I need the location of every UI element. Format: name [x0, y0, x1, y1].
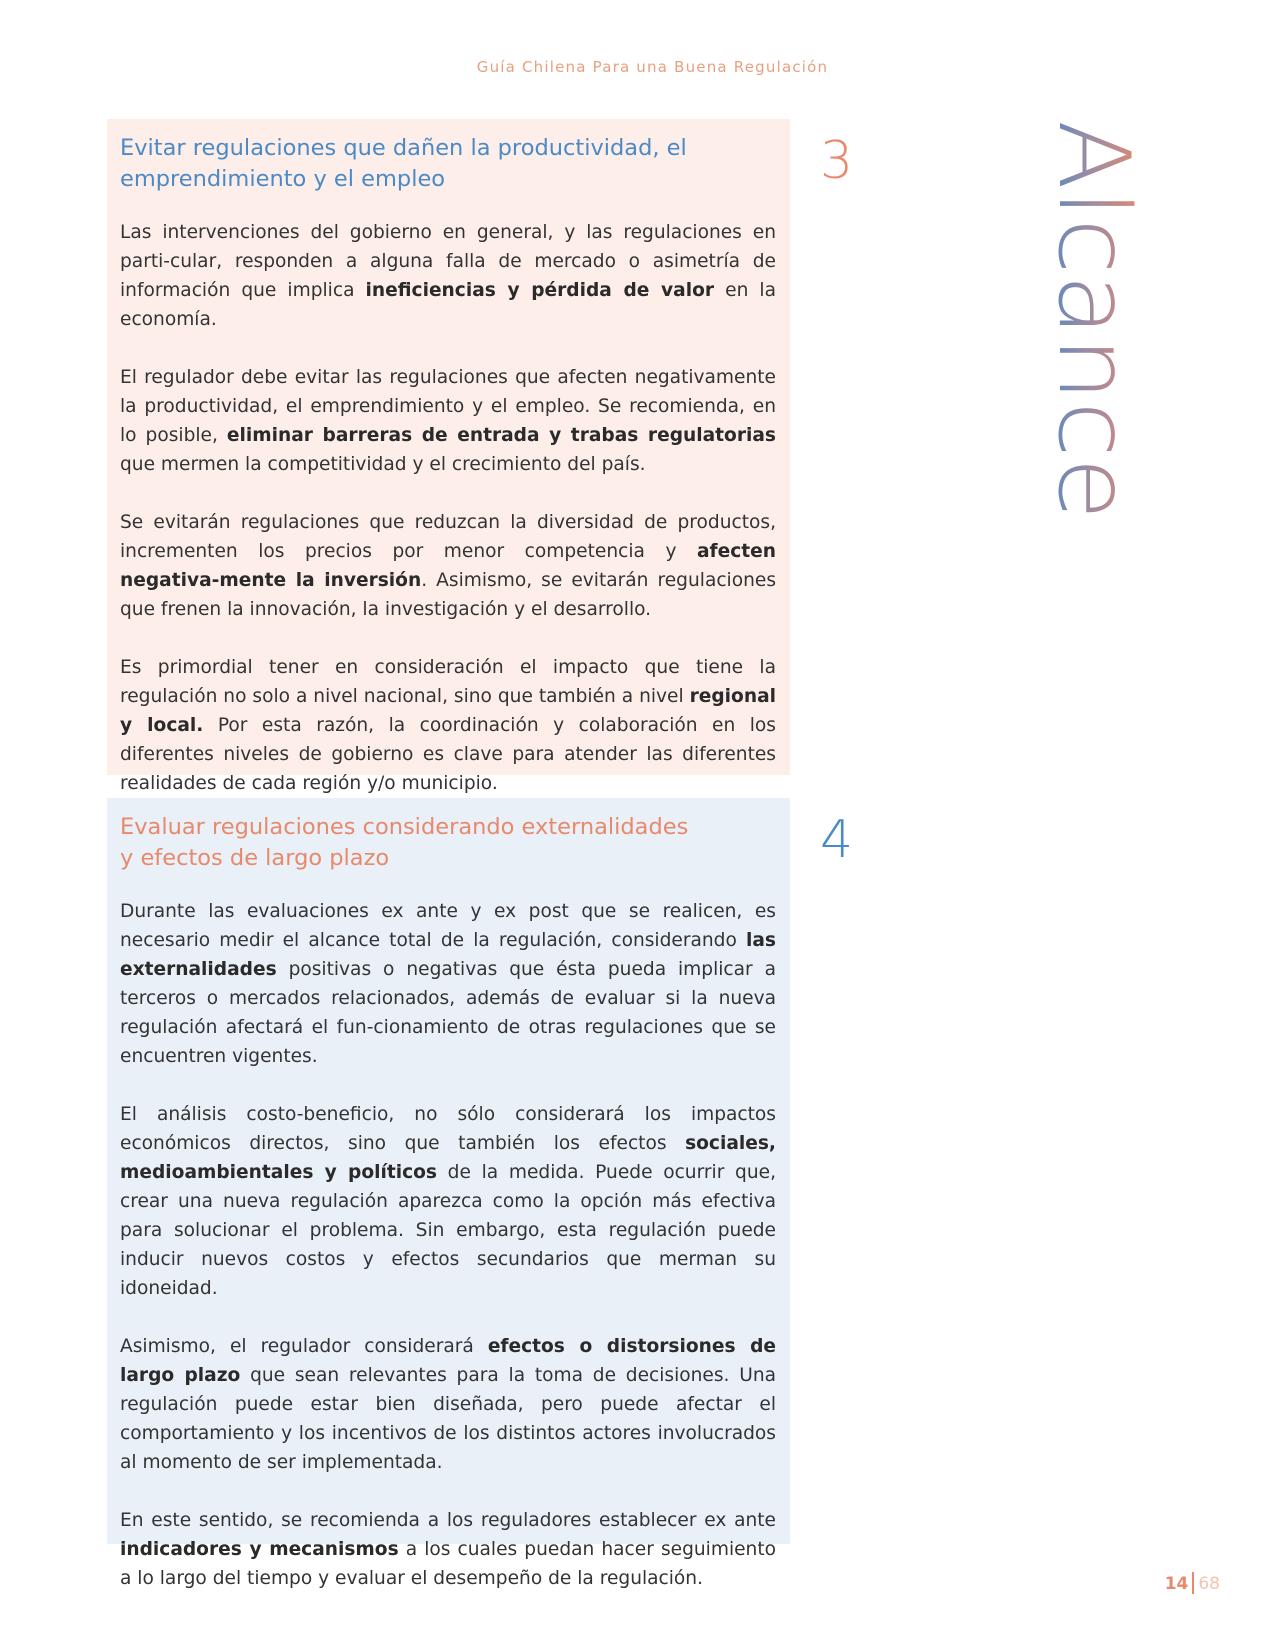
- section-3-heading: Evitar regulaciones que dañen la productividad, el emprendimiento y el empleo: [120, 135, 687, 192]
- section-3-paragraph-1: Las intervenciones del gobierno en general, y las regulaciones en parti-cular, responden a alguna falla de mercado o asimetría de información que implica ineficiencias y pérdida de valor en la economía.: [120, 222, 776, 330]
- section-3-box: [107, 119, 790, 794]
- section-4-paragraph-2: El análisis costo-beneficio, no sólo considerará los impactos económicos directos, sino que también los efectos sociales, medioambientales y políticos de la medida. Puede ocurrir que, crear una nueva regulación aparezca como la opción más efectiva para solucionar el problema. Sin embargo, esta regulación puede inducir nuevos costos y efectos secundarios que merman su idoneidad.: [120, 1104, 776, 1299]
- section-4-paragraph-1: Durante las evaluaciones ex ante y ex post que se realicen, es necesario medir el alcance total de la regulación, considerando las externalidades positivas o negativas que ésta pueda implicar a terceros o mercados relacionados, además de evaluar si la nueva regulación afectará el fun-cionamiento de otras regulaciones que se encuentren vigentes.: [120, 901, 776, 1067]
- section-3-paragraph-4: Es primordial tener en consideración el impacto que tiene la regulación no solo a nivel nacional, sino que también a nivel regional y local. Por esta razón, la coordinación y colaboración en los diferentes niveles de gobierno es clave para atender las diferentes realidades de cada región y/o municipio.: [120, 657, 776, 794]
- section-title-svg: [1036, 118, 1150, 528]
- section-4-number: 4: [820, 810, 854, 870]
- section-4-paragraph-3: Asimismo, el regulador considerará efectos o distorsiones de largo plazo que sean relevantes para la toma de decisiones. Una regulación puede estar bien diseñada, pero puede afectar el comportamiento y los incentivos de los distintos actores involucrados al momento de ser implementada.: [120, 1336, 777, 1473]
- section-4-box: [107, 798, 790, 1589]
- section-4-heading: Evaluar regulaciones considerando externalidades y efectos de largo plazo: [120, 814, 689, 871]
- section-title-text: Alcance: [1036, 120, 1150, 505]
- section-4-paragraph-4: En este sentido, se recomienda a los reguladores establecer ex ante indicadores y mecanismos a los cuales puedan hacer seguimiento a lo largo del tiempo y evaluar el desempeño de la regulación.: [120, 1510, 776, 1589]
- total-pages: 68: [1198, 1574, 1220, 1594]
- section-3-number: 3: [820, 131, 854, 191]
- current-page: 14: [1164, 1574, 1189, 1594]
- section-3-paragraph-2: El regulador debe evitar las regulaciones que afecten negativamente la productividad, el emprendimiento y el empleo. Se recomienda, en lo posible, eliminar barreras de entrada y trabas regulatorias que mermen la competitividad y el crecimiento del país.: [120, 367, 776, 475]
- running-header: Guía Chilena Para una Buena Regulación: [476, 58, 829, 76]
- section-title-vertical: [1036, 118, 1150, 528]
- page-separator: [1192, 1572, 1194, 1594]
- section-3-paragraph-3: Se evitarán regulaciones que reduzcan la diversidad de productos, incrementen los precios por menor competencia y afecten negativa-mente la inversión. Asimismo, se evitarán regulaciones que frenen la innovación, la investigación y el desarrollo.: [120, 512, 777, 620]
- page-number: [1100, 1572, 1220, 1594]
